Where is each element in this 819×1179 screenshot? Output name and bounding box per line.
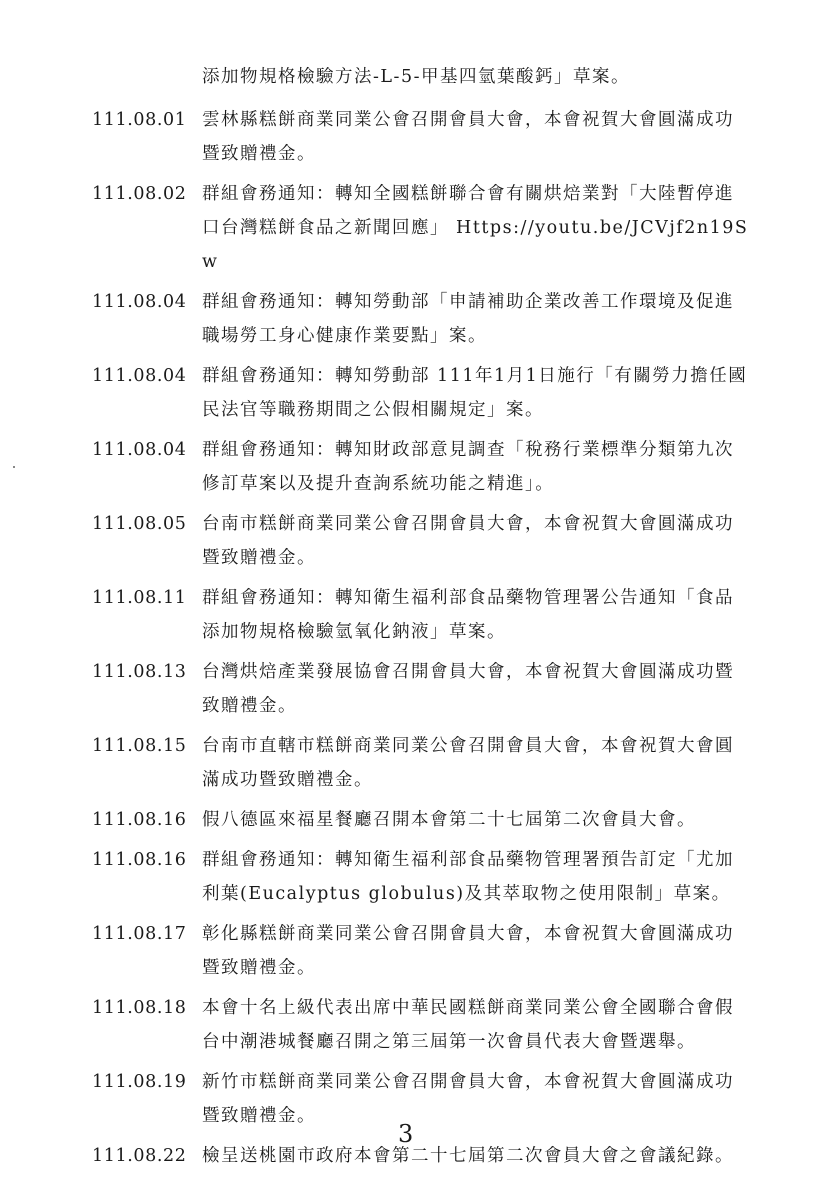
- entry-text: 彰化縣糕餅商業同業公會召開會員大會，本會祝賀大會圓滿成功暨致贈禮金。: [202, 924, 734, 978]
- entry-date: 111.08.22: [92, 1146, 187, 1166]
- entry-text: 新竹市糕餅商業同業公會召開會員大會，本會祝賀大會圓滿成功暨致贈禮金。: [202, 1072, 734, 1126]
- entry-text: 群組會務通知：轉知衛生福利部食品藥物管理署公告通知「食品添加物規格檢驗氫氧化鈉液」草案。: [202, 588, 734, 642]
- entry-text: 台南市直轄市糕餅商業同業公會召開會員大會，本會祝賀大會圓滿成功暨致贈禮金。: [202, 736, 734, 790]
- list-item: [92, 1065, 752, 1133]
- entry-date: 111.08.15: [92, 736, 187, 756]
- continuation-line: 添加物規格檢驗方法-L-5-甲基四氫葉酸鈣」草案。: [202, 67, 630, 87]
- entry-date: 111.08.17: [92, 924, 187, 944]
- entry-date: 111.08.04: [92, 292, 187, 312]
- list-item: [92, 507, 752, 575]
- list-item: [92, 843, 752, 911]
- entry-date: 111.08.05: [92, 514, 187, 534]
- list-item: [92, 103, 752, 171]
- entry-text: 台南市糕餅商業同業公會召開會員大會，本會祝賀大會圓滿成功暨致贈禮金。: [202, 514, 734, 568]
- list-item: [92, 581, 752, 649]
- entry-text: 群組會務通知：轉知勞動部「申請補助企業改善工作環境及促進職場勞工身心健康作業要點」案。: [202, 292, 734, 346]
- entry-text: 群組會務通知：轉知全國糕餅聯合會有關烘焙業對「大陸暫停進口台灣糕餅食品之新聞回應」 Https://youtu.be/JCVjf2n19Sw: [202, 184, 749, 272]
- list-item: [92, 655, 752, 723]
- entry-text: 台灣烘焙產業發展協會召開會員大會，本會祝賀大會圓滿成功暨致贈禮金。: [202, 662, 734, 716]
- entry-date: 111.08.13: [92, 662, 187, 682]
- entry-date: 111.08.19: [92, 1072, 187, 1092]
- list-item: [92, 917, 752, 985]
- entry-date: 111.08.16: [92, 810, 187, 830]
- entry-text: 檢呈送桃園市政府本會第二十七屆第二次會員大會之會議紀錄。: [202, 1146, 734, 1166]
- scan-speck: [13, 466, 15, 468]
- entry-date: 111.08.04: [92, 366, 187, 386]
- entry-list: [92, 103, 752, 1179]
- list-item: [92, 991, 752, 1059]
- list-item: [92, 433, 752, 501]
- list-item: [92, 1139, 752, 1173]
- entry-text: 本會十名上級代表出席中華民國糕餅商業同業公會全國聯合會假台中潮港城餐廳召開之第三屆第一次會員代表大會暨選舉。: [202, 998, 734, 1052]
- entry-date: 111.08.01: [92, 110, 187, 130]
- entry-date: 111.08.11: [92, 588, 187, 608]
- entry-date: 111.08.18: [92, 998, 187, 1018]
- entry-text: 假八德區來福星餐廳召開本會第二十七屆第二次會員大會。: [202, 810, 696, 830]
- entry-date: 111.08.16: [92, 850, 187, 870]
- page-number: 3: [398, 1120, 414, 1148]
- list-item: [92, 285, 752, 353]
- entry-text: 群組會務通知：轉知勞動部 111年1月1日施行「有關勞力擔任國民法官等職務期間之公假相關規定」案。: [202, 366, 748, 420]
- list-item: [92, 177, 752, 279]
- list-item: [92, 803, 752, 837]
- list-item: [92, 359, 752, 427]
- entry-text: 雲林縣糕餅商業同業公會召開會員大會，本會祝賀大會圓滿成功暨致贈禮金。: [202, 110, 734, 164]
- entry-text: 群組會務通知：轉知衛生福利部食品藥物管理署預告訂定「尤加利葉(Eucalyptus globulus)及其萃取物之使用限制」草案。: [202, 850, 734, 904]
- entry-text: 群組會務通知：轉知財政部意見調查「稅務行業標準分類第九次修訂草案以及提升查詢系統功能之精進」。: [202, 440, 734, 494]
- list-item: [92, 729, 752, 797]
- entry-date: 111.08.02: [92, 184, 187, 204]
- entry-date: 111.08.04: [92, 440, 187, 460]
